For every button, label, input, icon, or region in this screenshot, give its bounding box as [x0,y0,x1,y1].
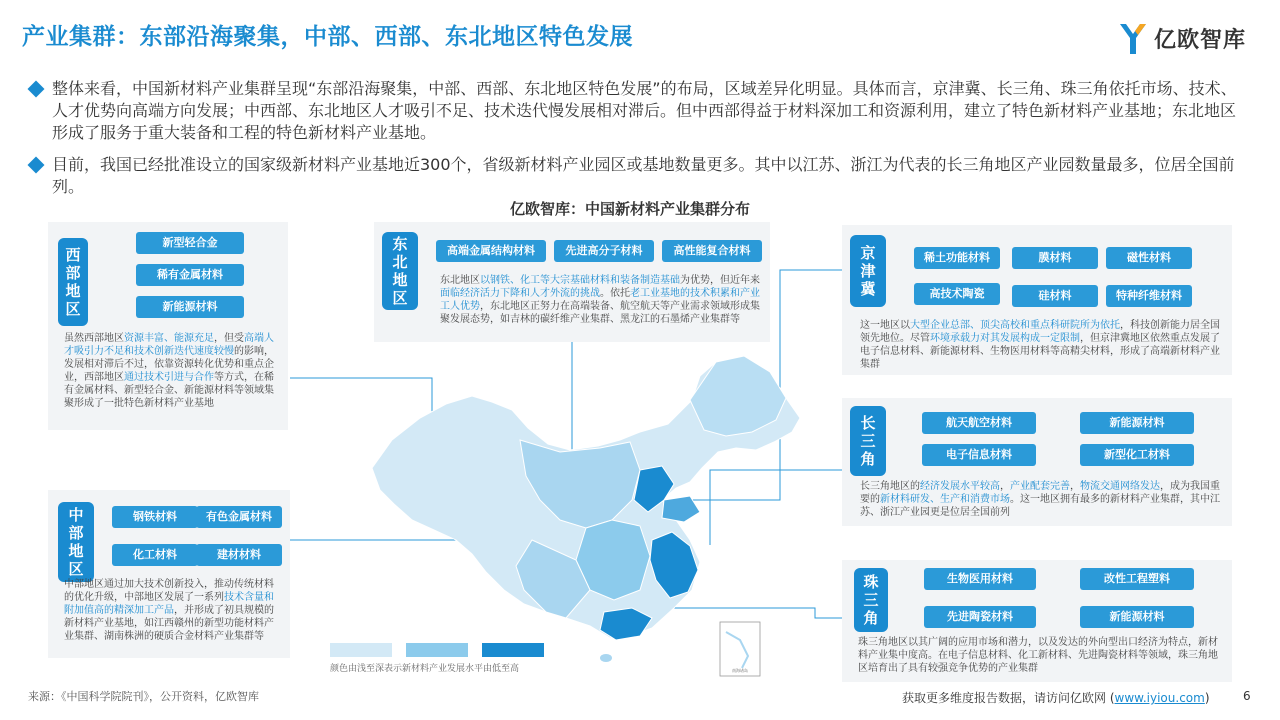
panel-central [48,490,290,658]
footer-note [902,689,1210,706]
highlight-text: 高端人才吸引力不足和技术创新迭代速度较慢 [64,333,274,357]
chip: 高端金属结构材料 [436,240,546,262]
highlight-text: 产业配套完善 [1010,481,1070,492]
highlight-text: 技术含量和附加值高的精深加工产品 [64,592,274,616]
desc-text: 这一地区以 [860,320,910,331]
desc-text: 虽然西部地区 [64,333,124,344]
legend-swatch-medium [406,643,468,657]
chip: 高性能复合材料 [662,240,762,262]
region-tag-jingjinji: 京津冀 [850,235,886,307]
panel-jingjinji [842,225,1232,375]
map-hainan [600,654,612,662]
chip: 膜材料 [1012,247,1098,269]
desc-text: 。这一地区拥有最多的新材料产业集群，其中江苏、浙江产业园更是位居全国前列 [860,494,1220,518]
desc-text: 。依托 [600,288,630,299]
highlight-text: 老工业基地的技术积累和产业工人优势 [440,288,760,312]
legend-text: 颜色由浅至深表示新材料产业发展水平由低至高 [330,664,520,674]
legend-swatch-high [482,643,544,657]
chip: 新能源材料 [1080,606,1194,628]
desc-text: 为优势，但近年来 [680,275,760,286]
chip: 先进高分子材料 [554,240,654,262]
highlight-text: 物流交通网络发达 [1080,481,1160,492]
bullet-text: 目前，我国已经批准设立的国家级新材料产业基地近300个，省级新材料产业园区或基地数量更多。其中以江苏、浙江为代表的长三角地区产业园数量最多，位居全国前列。 [52,155,1235,196]
desc-text: ，但受 [214,333,244,344]
footer-link[interactable]: www.iyiou.com [1114,691,1205,705]
highlight-text: 环境承载力对其发展构成一定限制 [930,333,1080,344]
chip: 稀有金属材料 [136,264,244,286]
region-desc [860,319,1222,371]
chip: 电子信息材料 [922,444,1036,466]
highlight-text: 经济发展水平较高 [920,481,1000,492]
chip: 改性工程塑料 [1080,568,1194,590]
region-tag-prd: 珠三角 [854,568,888,632]
highlight-text: 通过技术引进与合作 [124,372,214,383]
desc-text: 中部地区通过加大技术创新投入，推动传统材料的优化升级，中部地区发展了一系列 [64,579,274,603]
chip: 生物医用材料 [924,568,1036,590]
page-number: 6 [1243,689,1251,703]
region-tag-yrd: 长三角 [850,406,886,476]
chip: 磁性材料 [1106,247,1192,269]
region-tag-central: 中部地区 [58,502,94,582]
bullet-text: 整体来看，中国新材料产业集群呈现“东部沿海聚集，中部、西部、东北地区特色发展”的布局，区域差异化明显。具体而言，京津冀、长三角、珠三角依托市场、技术、人才优势向高端方向发展；中西部、东北地区人才吸引不足、技术迭代慢发展相对滞后。但中西部得益于材料深加工和资源利用，建立了特色新材料产业基地；东北地区形成了服务于重大装备和工程的特色新材料产业基地。 [52,79,1237,142]
region-desc [858,636,1224,675]
chip: 航天航空材料 [922,412,1036,434]
chip: 稀土功能材料 [914,247,1000,269]
desc-text: 长三角地区的 [860,481,920,492]
chip: 新型轻合金 [136,232,244,254]
connector-line [710,470,842,545]
region-tag-west: 西部地区 [58,238,88,326]
chip: 新能源材料 [136,296,244,318]
region-desc [64,578,282,643]
panel-northeast [374,222,770,342]
chip: 建材材料 [196,544,282,566]
chip: 先进陶瓷材料 [924,606,1036,628]
desc-text: 珠三角地区以其广阔的应用市场和潜力，以及发达的外向型出口经济为特点，新材料产业集中度高。在电子信息材料、化工新材料、先进陶瓷材料等领域，珠三角地区培育出了具有较强竞争优势的产业集群 [858,637,1218,674]
chip: 特种纤维材料 [1106,285,1192,307]
panel-west [48,222,288,430]
highlight-text: 大型企业总部、顶尖高校和重点科研院所为依托 [910,320,1120,331]
highlight-text: 资源丰富、能源充足 [124,333,214,344]
source-note: 来源：《中国科学院院刊》，公开资料，亿欧智库 [28,690,259,703]
desc-text: ，科技创新能力居全国领先地位。尽管 [860,320,1220,344]
logo-text: 亿欧智库 [1154,27,1247,53]
highlight-text: 面临经济活力下降和人才外流的挑战 [440,288,600,299]
panel-prd [842,560,1232,682]
chip: 化工材料 [112,544,198,566]
desc-text: 的影响，发展相对滞后不过，依靠资源转化优势和重点企业，西部地区 [64,346,274,383]
desc-text: ， [1070,481,1080,492]
figure-title: 亿欧智库：中国新材料产业集群分布 [509,200,750,218]
highlight-text: 新材料研发、生产和消费市场 [880,494,1010,505]
region-desc [64,332,280,410]
chip: 有色金属材料 [196,506,282,528]
desc-text: ，但京津冀地区依然重点发展了电子信息材料、新能源材料、生物医用材料等高精尖材料，形成了高端新材料产业集群 [860,333,1220,370]
region-desc [860,480,1222,519]
highlight-text: 以钢铁、化工等大宗基础材料和装备制造基础 [480,275,680,286]
desc-text: ，并形成了初具规模的新材料产业基地，如江西赣州的新型功能材料产业集群、湖南株洲的硬质合金材料产业集群等 [64,605,274,642]
footer-prefix: 获取更多维度报告数据，请访问亿欧网 ( [902,691,1115,705]
legend-swatch-low [330,643,392,657]
desc-text: ，东北地区正努力在高端装备、航空航天等产业需求领域形成集聚发展态势，如吉林的碳纤维产业集群、黑龙江的石墨烯产业集群等 [440,301,760,325]
inset-label: 南海诸岛 [732,668,748,673]
chip: 钢铁材料 [112,506,198,528]
chip: 硅材料 [1012,285,1098,307]
desc-text: ，成为我国重要的 [860,481,1220,505]
chip: 新能源材料 [1080,412,1194,434]
chip: 新型化工材料 [1080,444,1194,466]
footer-suffix: ) [1204,691,1210,705]
desc-text: ， [1000,481,1010,492]
region-desc [440,274,760,326]
desc-text: 等方式，在稀有金属材料、新型轻合金、新能源材料等领域集聚形成了一批特色新材料产业基地 [64,372,274,409]
chip: 高技术陶瓷 [914,283,1000,305]
region-tag-northeast: 东北地区 [382,232,418,310]
panel-yrd [842,398,1232,526]
desc-text: 东北地区 [440,275,480,286]
page-title: 产业集群：东部沿海聚集，中部、西部、东北地区特色发展 [22,24,633,50]
